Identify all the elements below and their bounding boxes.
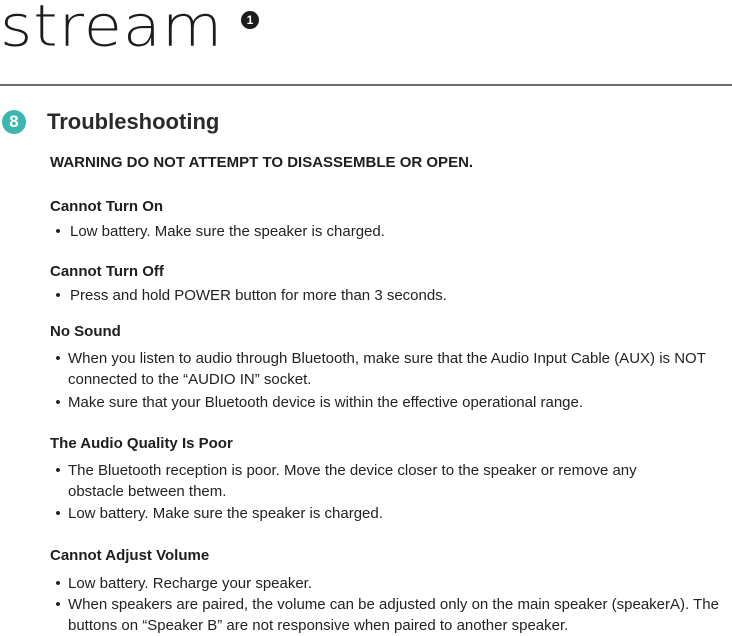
list-item: [50, 503, 383, 524]
topic-heading-cannot-adjust-volume: Cannot Adjust Volume: [50, 547, 210, 564]
topic-heading-cannot-turn-on: Cannot Turn On: [50, 198, 164, 215]
warning-text: WARNING DO NOT ATTEMPT TO DISASSEMBLE OR OPEN.: [50, 154, 474, 171]
list-item: [50, 221, 385, 242]
list-item-text: When speakers are paired, the volume can be adjusted only on the main speaker (speakerA). The buttons on “Speaker B” are not responsive when paired to another speaker.: [68, 596, 719, 634]
topic-heading-no-sound: No Sound: [50, 323, 121, 340]
bullet-icon: •: [55, 505, 61, 522]
list-item-text: Low battery. Make sure the speaker is charged.: [68, 505, 383, 522]
bullet-icon: •: [55, 575, 61, 592]
list-item-text: The Bluetooth reception is poor. Move the device closer to the speaker or remove any obstacle between them.: [68, 462, 637, 500]
list-item: [50, 573, 312, 594]
header-divider: [0, 84, 732, 86]
brand-logo: [0, 0, 223, 64]
section-title: Troubleshooting: [47, 109, 220, 134]
list-item-text: Press and hold POWER button for more than 3 seconds.: [70, 287, 447, 304]
list-item-text: When you listen to audio through Bluetooth, make sure that the Audio Input Cable (AUX) is NOT connected to the “AUDIO IN” socket.: [68, 350, 706, 388]
list-item: [50, 460, 690, 502]
list-item-text: Make sure that your Bluetooth device is within the effective operational range.: [68, 394, 584, 411]
brand-wordmark: stream: [0, 0, 224, 60]
list-item-text: Low battery. Make sure the speaker is charged.: [70, 223, 385, 240]
brand-badge: 1: [241, 11, 259, 29]
bullet-icon: •: [55, 596, 61, 613]
topic-heading-cannot-turn-off: Cannot Turn Off: [50, 263, 164, 280]
bullet-icon: •: [55, 287, 61, 304]
list-item: [50, 285, 447, 306]
section-number-badge: 8: [2, 110, 26, 134]
list-item-text: Low battery. Recharge your speaker.: [68, 575, 313, 592]
topic-heading-audio-quality: The Audio Quality Is Poor: [50, 435, 233, 452]
bullet-icon: •: [55, 394, 61, 411]
bullet-icon: •: [55, 350, 61, 367]
list-item: [50, 392, 583, 413]
list-item: [50, 348, 716, 390]
bullet-icon: •: [55, 462, 61, 479]
bullet-icon: •: [55, 223, 61, 240]
list-item: [50, 594, 728, 636]
